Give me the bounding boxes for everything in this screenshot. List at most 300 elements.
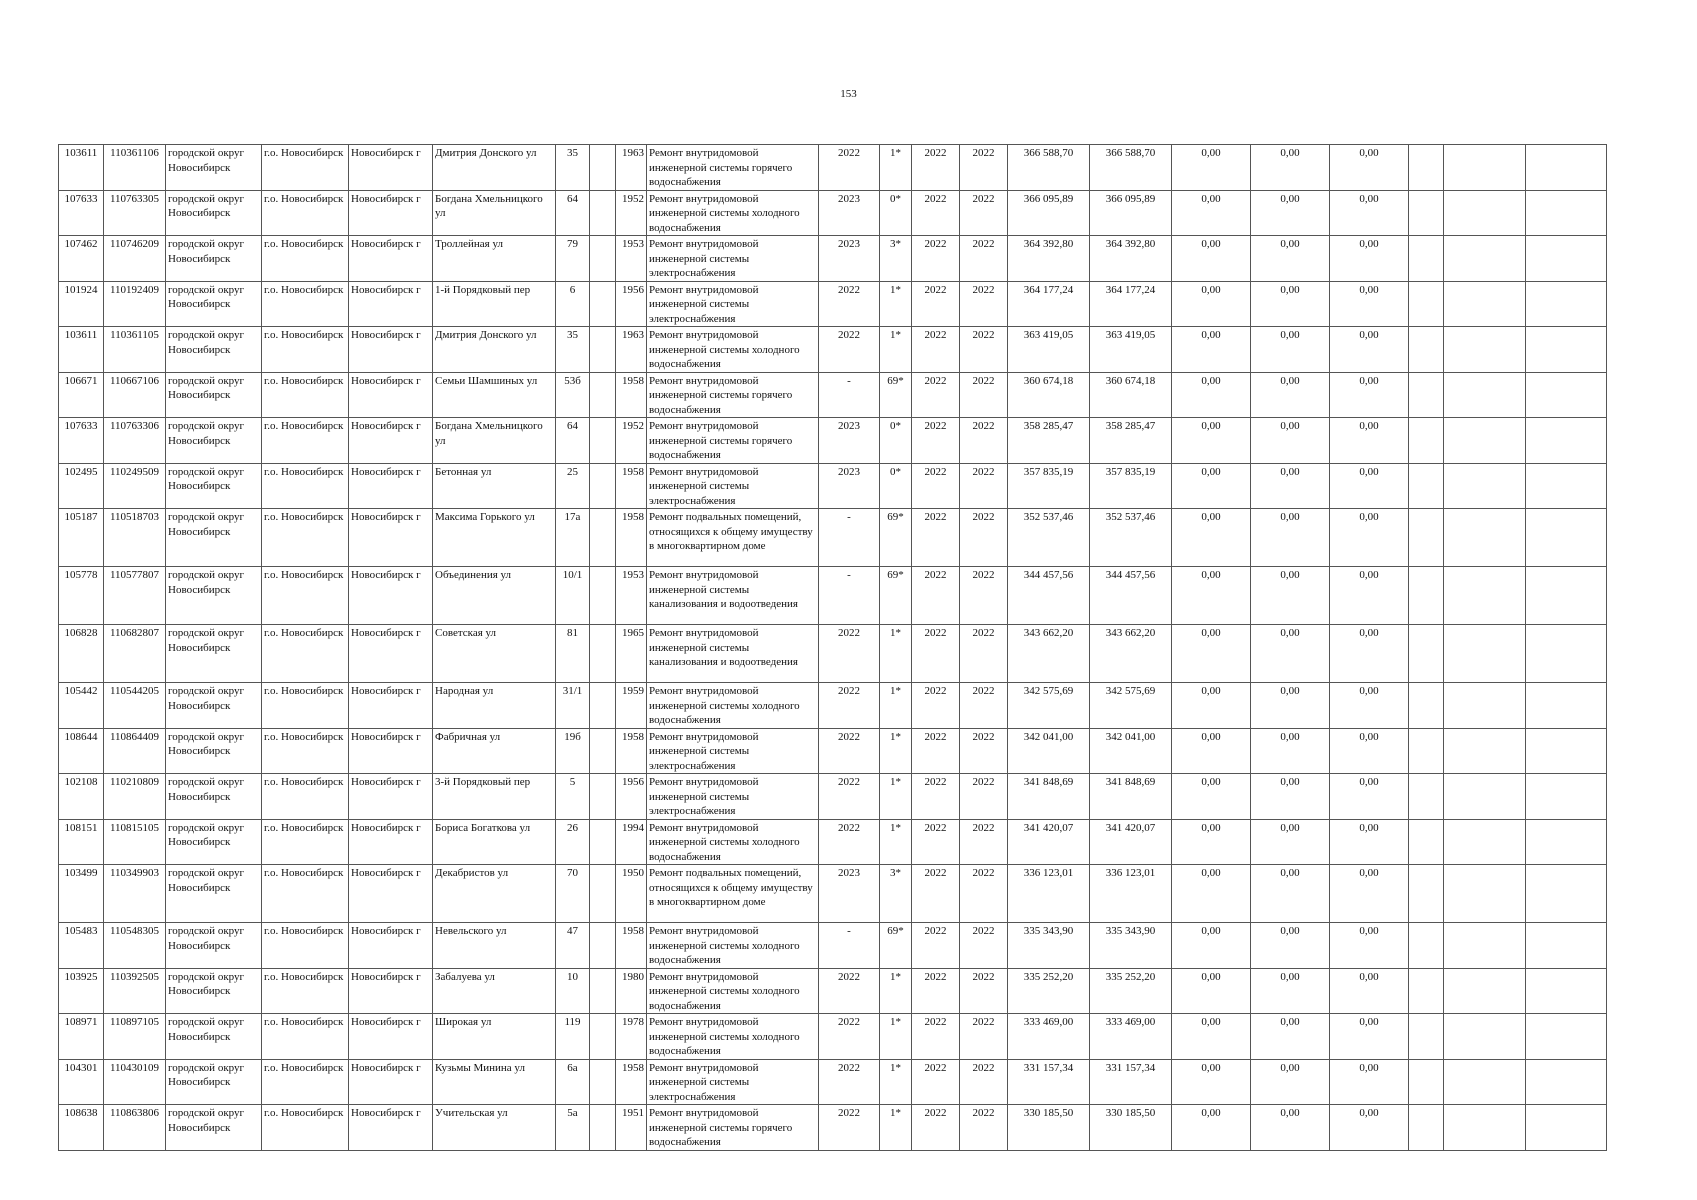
cell-plan-year: 2023 <box>819 236 880 282</box>
cell-code: 110682807 <box>104 625 166 683</box>
cell-house: 25 <box>556 463 590 509</box>
cell-building <box>590 463 616 509</box>
cell-start: 2022 <box>912 728 960 774</box>
cell-plan-year: 2022 <box>819 1014 880 1060</box>
cell-id: 108644 <box>59 728 104 774</box>
cell-e1 <box>1409 281 1444 327</box>
cell-street: Дмитрия Донского ул <box>433 145 556 191</box>
cell-e3 <box>1526 1014 1607 1060</box>
cell-total: 364 392,80 <box>1008 236 1090 282</box>
cell-v3: 0,00 <box>1330 236 1409 282</box>
cell-e3 <box>1526 683 1607 729</box>
cell-building <box>590 145 616 191</box>
table-row <box>59 923 1607 969</box>
table-row <box>59 865 1607 923</box>
cell-municipality: г.о. Новосибирск <box>262 236 349 282</box>
cell-v1: 0,00 <box>1172 145 1251 191</box>
cell-total: 341 848,69 <box>1008 774 1090 820</box>
cell-v1: 0,00 <box>1172 327 1251 373</box>
cell-v1: 0,00 <box>1172 865 1251 923</box>
cell-total: 342 575,69 <box>1008 683 1090 729</box>
cell-id: 103925 <box>59 968 104 1014</box>
cell-start: 2022 <box>912 819 960 865</box>
cell-code2: 69* <box>880 923 912 969</box>
cell-municipality: г.о. Новосибирск <box>262 1014 349 1060</box>
cell-code: 110746209 <box>104 236 166 282</box>
cell-municipality: г.о. Новосибирск <box>262 509 349 567</box>
cell-e3 <box>1526 1059 1607 1105</box>
cell-v3: 0,00 <box>1330 683 1409 729</box>
cell-total: 358 285,47 <box>1008 418 1090 464</box>
cell-v3: 0,00 <box>1330 281 1409 327</box>
cell-building <box>590 567 616 625</box>
cell-e1 <box>1409 1059 1444 1105</box>
cell-work: Ремонт внутридомовой инженерной системы канализования и водоотведения <box>647 625 819 683</box>
cell-district: городской округ Новосибирск <box>166 236 262 282</box>
cell-code2: 1* <box>880 1059 912 1105</box>
cell-building <box>590 683 616 729</box>
cell-municipality: г.о. Новосибирск <box>262 372 349 418</box>
cell-v2: 0,00 <box>1251 509 1330 567</box>
cell-end: 2022 <box>960 683 1008 729</box>
cell-id: 108971 <box>59 1014 104 1060</box>
cell-district: городской округ Новосибирск <box>166 774 262 820</box>
cell-city: Новосибирск г <box>349 463 433 509</box>
cell-id: 101924 <box>59 281 104 327</box>
cell-fund: 335 252,20 <box>1090 968 1172 1014</box>
cell-start: 2022 <box>912 923 960 969</box>
cell-building <box>590 625 616 683</box>
cell-work: Ремонт внутридомовой инженерной системы канализования и водоотведения <box>647 567 819 625</box>
cell-plan-year: 2022 <box>819 968 880 1014</box>
cell-district: городской округ Новосибирск <box>166 509 262 567</box>
cell-v2: 0,00 <box>1251 418 1330 464</box>
cell-v1: 0,00 <box>1172 567 1251 625</box>
cell-year: 1965 <box>616 625 647 683</box>
cell-work: Ремонт внутридомовой инженерной системы электроснабжения <box>647 728 819 774</box>
cell-municipality: г.о. Новосибирск <box>262 567 349 625</box>
cell-code2: 69* <box>880 567 912 625</box>
cell-building <box>590 281 616 327</box>
cell-plan-year: 2022 <box>819 145 880 191</box>
cell-id: 103499 <box>59 865 104 923</box>
cell-e3 <box>1526 923 1607 969</box>
cell-year: 1980 <box>616 968 647 1014</box>
cell-municipality: г.о. Новосибирск <box>262 327 349 373</box>
cell-fund: 352 537,46 <box>1090 509 1172 567</box>
cell-e2 <box>1444 865 1526 923</box>
cell-house: 31/1 <box>556 683 590 729</box>
cell-city: Новосибирск г <box>349 968 433 1014</box>
cell-fund: 335 343,90 <box>1090 923 1172 969</box>
cell-building <box>590 372 616 418</box>
table-row <box>59 327 1607 373</box>
cell-end: 2022 <box>960 728 1008 774</box>
cell-plan-year: 2022 <box>819 625 880 683</box>
cell-work: Ремонт внутридомовой инженерной системы холодного водоснабжения <box>647 923 819 969</box>
cell-id: 103611 <box>59 145 104 191</box>
cell-v3: 0,00 <box>1330 145 1409 191</box>
cell-e3 <box>1526 968 1607 1014</box>
cell-district: городской округ Новосибирск <box>166 567 262 625</box>
cell-city: Новосибирск г <box>349 625 433 683</box>
cell-street: Бориса Богаткова ул <box>433 819 556 865</box>
cell-v1: 0,00 <box>1172 625 1251 683</box>
cell-start: 2022 <box>912 418 960 464</box>
cell-v1: 0,00 <box>1172 463 1251 509</box>
cell-total: 331 157,34 <box>1008 1059 1090 1105</box>
cell-city: Новосибирск г <box>349 774 433 820</box>
cell-e1 <box>1409 509 1444 567</box>
cell-city: Новосибирск г <box>349 1014 433 1060</box>
cell-v2: 0,00 <box>1251 683 1330 729</box>
cell-building <box>590 968 616 1014</box>
cell-district: городской округ Новосибирск <box>166 968 262 1014</box>
cell-year: 1963 <box>616 145 647 191</box>
cell-end: 2022 <box>960 281 1008 327</box>
cell-code: 110392505 <box>104 968 166 1014</box>
cell-e1 <box>1409 145 1444 191</box>
cell-v3: 0,00 <box>1330 774 1409 820</box>
cell-year: 1951 <box>616 1105 647 1151</box>
cell-work: Ремонт внутридомовой инженерной системы горячего водоснабжения <box>647 372 819 418</box>
cell-year: 1978 <box>616 1014 647 1060</box>
cell-end: 2022 <box>960 327 1008 373</box>
cell-e3 <box>1526 190 1607 236</box>
cell-code2: 1* <box>880 1105 912 1151</box>
cell-e2 <box>1444 509 1526 567</box>
cell-work: Ремонт внутридомовой инженерной системы электроснабжения <box>647 281 819 327</box>
cell-fund: 358 285,47 <box>1090 418 1172 464</box>
cell-v1: 0,00 <box>1172 281 1251 327</box>
cell-start: 2022 <box>912 625 960 683</box>
cell-v3: 0,00 <box>1330 1059 1409 1105</box>
cell-v2: 0,00 <box>1251 774 1330 820</box>
cell-year: 1956 <box>616 774 647 820</box>
cell-house: 26 <box>556 819 590 865</box>
cell-work: Ремонт подвальных помещений, относящихся к общему имуществу в многоквартирном доме <box>647 509 819 567</box>
cell-work: Ремонт внутридомовой инженерной системы холодного водоснабжения <box>647 190 819 236</box>
cell-v2: 0,00 <box>1251 1105 1330 1151</box>
cell-building <box>590 923 616 969</box>
cell-start: 2022 <box>912 1105 960 1151</box>
cell-v1: 0,00 <box>1172 1105 1251 1151</box>
cell-fund: 336 123,01 <box>1090 865 1172 923</box>
cell-v2: 0,00 <box>1251 1014 1330 1060</box>
cell-id: 108151 <box>59 819 104 865</box>
cell-year: 1952 <box>616 418 647 464</box>
cell-street: Дмитрия Донского ул <box>433 327 556 373</box>
cell-end: 2022 <box>960 418 1008 464</box>
cell-v2: 0,00 <box>1251 1059 1330 1105</box>
cell-code: 110864409 <box>104 728 166 774</box>
capital-repair-table <box>58 144 1607 1151</box>
cell-street: Богдана Хмельницкого ул <box>433 190 556 236</box>
cell-district: городской округ Новосибирск <box>166 145 262 191</box>
cell-start: 2022 <box>912 463 960 509</box>
cell-work: Ремонт внутридомовой инженерной системы горячего водоснабжения <box>647 418 819 464</box>
cell-v3: 0,00 <box>1330 463 1409 509</box>
cell-code2: 1* <box>880 1014 912 1060</box>
cell-city: Новосибирск г <box>349 190 433 236</box>
cell-district: городской округ Новосибирск <box>166 463 262 509</box>
cell-district: городской округ Новосибирск <box>166 865 262 923</box>
cell-fund: 330 185,50 <box>1090 1105 1172 1151</box>
cell-plan-year: 2022 <box>819 1105 880 1151</box>
cell-code: 110430109 <box>104 1059 166 1105</box>
cell-fund: 366 095,89 <box>1090 190 1172 236</box>
cell-v2: 0,00 <box>1251 145 1330 191</box>
cell-v2: 0,00 <box>1251 372 1330 418</box>
cell-total: 342 041,00 <box>1008 728 1090 774</box>
cell-fund: 343 662,20 <box>1090 625 1172 683</box>
cell-v1: 0,00 <box>1172 418 1251 464</box>
cell-district: городской округ Новосибирск <box>166 281 262 327</box>
cell-v3: 0,00 <box>1330 190 1409 236</box>
cell-building <box>590 418 616 464</box>
cell-house: 10/1 <box>556 567 590 625</box>
table-row <box>59 281 1607 327</box>
cell-house: 19б <box>556 728 590 774</box>
cell-code: 110548305 <box>104 923 166 969</box>
cell-e3 <box>1526 509 1607 567</box>
cell-code: 110249509 <box>104 463 166 509</box>
cell-end: 2022 <box>960 190 1008 236</box>
cell-e1 <box>1409 728 1444 774</box>
cell-house: 79 <box>556 236 590 282</box>
cell-building <box>590 774 616 820</box>
cell-v1: 0,00 <box>1172 819 1251 865</box>
cell-v1: 0,00 <box>1172 968 1251 1014</box>
cell-year: 1958 <box>616 463 647 509</box>
cell-e3 <box>1526 372 1607 418</box>
cell-v1: 0,00 <box>1172 774 1251 820</box>
cell-city: Новосибирск г <box>349 683 433 729</box>
cell-e3 <box>1526 865 1607 923</box>
cell-fund: 342 041,00 <box>1090 728 1172 774</box>
cell-code: 110763306 <box>104 418 166 464</box>
cell-municipality: г.о. Новосибирск <box>262 463 349 509</box>
cell-total: 335 343,90 <box>1008 923 1090 969</box>
cell-plan-year: 2023 <box>819 418 880 464</box>
cell-work: Ремонт внутридомовой инженерной системы холодного водоснабжения <box>647 968 819 1014</box>
cell-city: Новосибирск г <box>349 865 433 923</box>
cell-plan-year: 2023 <box>819 463 880 509</box>
cell-work: Ремонт внутридомовой инженерной системы горячего водоснабжения <box>647 145 819 191</box>
cell-e2 <box>1444 625 1526 683</box>
cell-plan-year: 2023 <box>819 865 880 923</box>
cell-v2: 0,00 <box>1251 190 1330 236</box>
cell-plan-year: 2022 <box>819 683 880 729</box>
cell-total: 364 177,24 <box>1008 281 1090 327</box>
cell-total: 344 457,56 <box>1008 567 1090 625</box>
cell-plan-year: 2022 <box>819 728 880 774</box>
cell-district: городской округ Новосибирск <box>166 923 262 969</box>
cell-v3: 0,00 <box>1330 865 1409 923</box>
page-number: 153 <box>840 88 857 100</box>
cell-work: Ремонт внутридомовой инженерной системы холодного водоснабжения <box>647 819 819 865</box>
cell-end: 2022 <box>960 1059 1008 1105</box>
cell-code: 110192409 <box>104 281 166 327</box>
cell-street: Кузьмы Минина ул <box>433 1059 556 1105</box>
cell-end: 2022 <box>960 774 1008 820</box>
cell-id: 104301 <box>59 1059 104 1105</box>
cell-house: 6а <box>556 1059 590 1105</box>
cell-code2: 1* <box>880 683 912 729</box>
cell-house: 6 <box>556 281 590 327</box>
table-row <box>59 236 1607 282</box>
cell-end: 2022 <box>960 923 1008 969</box>
cell-end: 2022 <box>960 372 1008 418</box>
cell-building <box>590 327 616 373</box>
cell-building <box>590 190 616 236</box>
cell-end: 2022 <box>960 567 1008 625</box>
cell-start: 2022 <box>912 1014 960 1060</box>
cell-street: Богдана Хмельницкого ул <box>433 418 556 464</box>
cell-v1: 0,00 <box>1172 372 1251 418</box>
table-row <box>59 418 1607 464</box>
cell-city: Новосибирск г <box>349 819 433 865</box>
table-row <box>59 145 1607 191</box>
cell-e2 <box>1444 819 1526 865</box>
cell-e2 <box>1444 1059 1526 1105</box>
cell-code2: 1* <box>880 327 912 373</box>
cell-house: 81 <box>556 625 590 683</box>
cell-municipality: г.о. Новосибирск <box>262 728 349 774</box>
cell-work: Ремонт внутридомовой инженерной системы электроснабжения <box>647 774 819 820</box>
cell-street: Забалуева ул <box>433 968 556 1014</box>
table-body <box>59 145 1607 1151</box>
cell-e1 <box>1409 567 1444 625</box>
cell-house: 47 <box>556 923 590 969</box>
cell-v1: 0,00 <box>1172 190 1251 236</box>
table-row <box>59 774 1607 820</box>
cell-city: Новосибирск г <box>349 281 433 327</box>
cell-house: 10 <box>556 968 590 1014</box>
cell-work: Ремонт внутридомовой инженерной системы электроснабжения <box>647 236 819 282</box>
table-row <box>59 625 1607 683</box>
cell-e1 <box>1409 774 1444 820</box>
cell-e1 <box>1409 865 1444 923</box>
cell-code: 110815105 <box>104 819 166 865</box>
cell-fund: 341 848,69 <box>1090 774 1172 820</box>
cell-total: 352 537,46 <box>1008 509 1090 567</box>
table-row <box>59 683 1607 729</box>
cell-work: Ремонт подвальных помещений, относящихся к общему имуществу в многоквартирном доме <box>647 865 819 923</box>
cell-municipality: г.о. Новосибирск <box>262 281 349 327</box>
cell-work: Ремонт внутридомовой инженерной системы электроснабжения <box>647 1059 819 1105</box>
cell-municipality: г.о. Новосибирск <box>262 190 349 236</box>
cell-district: городской округ Новосибирск <box>166 1014 262 1060</box>
cell-e2 <box>1444 236 1526 282</box>
cell-end: 2022 <box>960 236 1008 282</box>
cell-total: 366 588,70 <box>1008 145 1090 191</box>
cell-start: 2022 <box>912 236 960 282</box>
cell-start: 2022 <box>912 865 960 923</box>
cell-fund: 344 457,56 <box>1090 567 1172 625</box>
cell-municipality: г.о. Новосибирск <box>262 1059 349 1105</box>
table-row <box>59 567 1607 625</box>
cell-house: 70 <box>556 865 590 923</box>
cell-house: 5 <box>556 774 590 820</box>
cell-municipality: г.о. Новосибирск <box>262 968 349 1014</box>
cell-e2 <box>1444 567 1526 625</box>
cell-e3 <box>1526 327 1607 373</box>
cell-id: 108638 <box>59 1105 104 1151</box>
cell-plan-year: 2022 <box>819 281 880 327</box>
cell-city: Новосибирск г <box>349 1059 433 1105</box>
cell-e2 <box>1444 327 1526 373</box>
cell-building <box>590 236 616 282</box>
cell-code2: 0* <box>880 418 912 464</box>
cell-building <box>590 728 616 774</box>
cell-e3 <box>1526 463 1607 509</box>
cell-house: 35 <box>556 327 590 373</box>
cell-city: Новосибирск г <box>349 567 433 625</box>
cell-code: 110863806 <box>104 1105 166 1151</box>
cell-id: 105483 <box>59 923 104 969</box>
cell-e3 <box>1526 145 1607 191</box>
cell-district: городской округ Новосибирск <box>166 1059 262 1105</box>
cell-fund: 364 392,80 <box>1090 236 1172 282</box>
cell-fund: 331 157,34 <box>1090 1059 1172 1105</box>
cell-end: 2022 <box>960 968 1008 1014</box>
cell-id: 106828 <box>59 625 104 683</box>
cell-v3: 0,00 <box>1330 509 1409 567</box>
cell-v2: 0,00 <box>1251 865 1330 923</box>
cell-fund: 357 835,19 <box>1090 463 1172 509</box>
cell-start: 2022 <box>912 1059 960 1105</box>
cell-year: 1994 <box>616 819 647 865</box>
cell-v2: 0,00 <box>1251 625 1330 683</box>
cell-city: Новосибирск г <box>349 145 433 191</box>
cell-e3 <box>1526 236 1607 282</box>
cell-plan-year: 2022 <box>819 327 880 373</box>
cell-start: 2022 <box>912 509 960 567</box>
cell-city: Новосибирск г <box>349 418 433 464</box>
cell-work: Ремонт внутридомовой инженерной системы электроснабжения <box>647 463 819 509</box>
cell-code: 110361105 <box>104 327 166 373</box>
cell-fund: 364 177,24 <box>1090 281 1172 327</box>
cell-year: 1956 <box>616 281 647 327</box>
cell-total: 343 662,20 <box>1008 625 1090 683</box>
cell-v2: 0,00 <box>1251 281 1330 327</box>
cell-id: 105442 <box>59 683 104 729</box>
cell-code2: 3* <box>880 865 912 923</box>
cell-work: Ремонт внутридомовой инженерной системы холодного водоснабжения <box>647 327 819 373</box>
table-row <box>59 1105 1607 1151</box>
cell-e1 <box>1409 372 1444 418</box>
cell-street: Советская ул <box>433 625 556 683</box>
cell-start: 2022 <box>912 968 960 1014</box>
cell-id: 106671 <box>59 372 104 418</box>
cell-e3 <box>1526 281 1607 327</box>
cell-municipality: г.о. Новосибирск <box>262 418 349 464</box>
cell-v2: 0,00 <box>1251 923 1330 969</box>
cell-code2: 1* <box>880 728 912 774</box>
table-row <box>59 463 1607 509</box>
cell-house: 64 <box>556 418 590 464</box>
cell-e3 <box>1526 1105 1607 1151</box>
cell-e2 <box>1444 683 1526 729</box>
cell-building <box>590 1059 616 1105</box>
cell-end: 2022 <box>960 865 1008 923</box>
cell-city: Новосибирск г <box>349 923 433 969</box>
cell-street: Семьи Шамшиных ул <box>433 372 556 418</box>
cell-street: Народная ул <box>433 683 556 729</box>
cell-code2: 0* <box>880 190 912 236</box>
cell-street: Декабристов ул <box>433 865 556 923</box>
